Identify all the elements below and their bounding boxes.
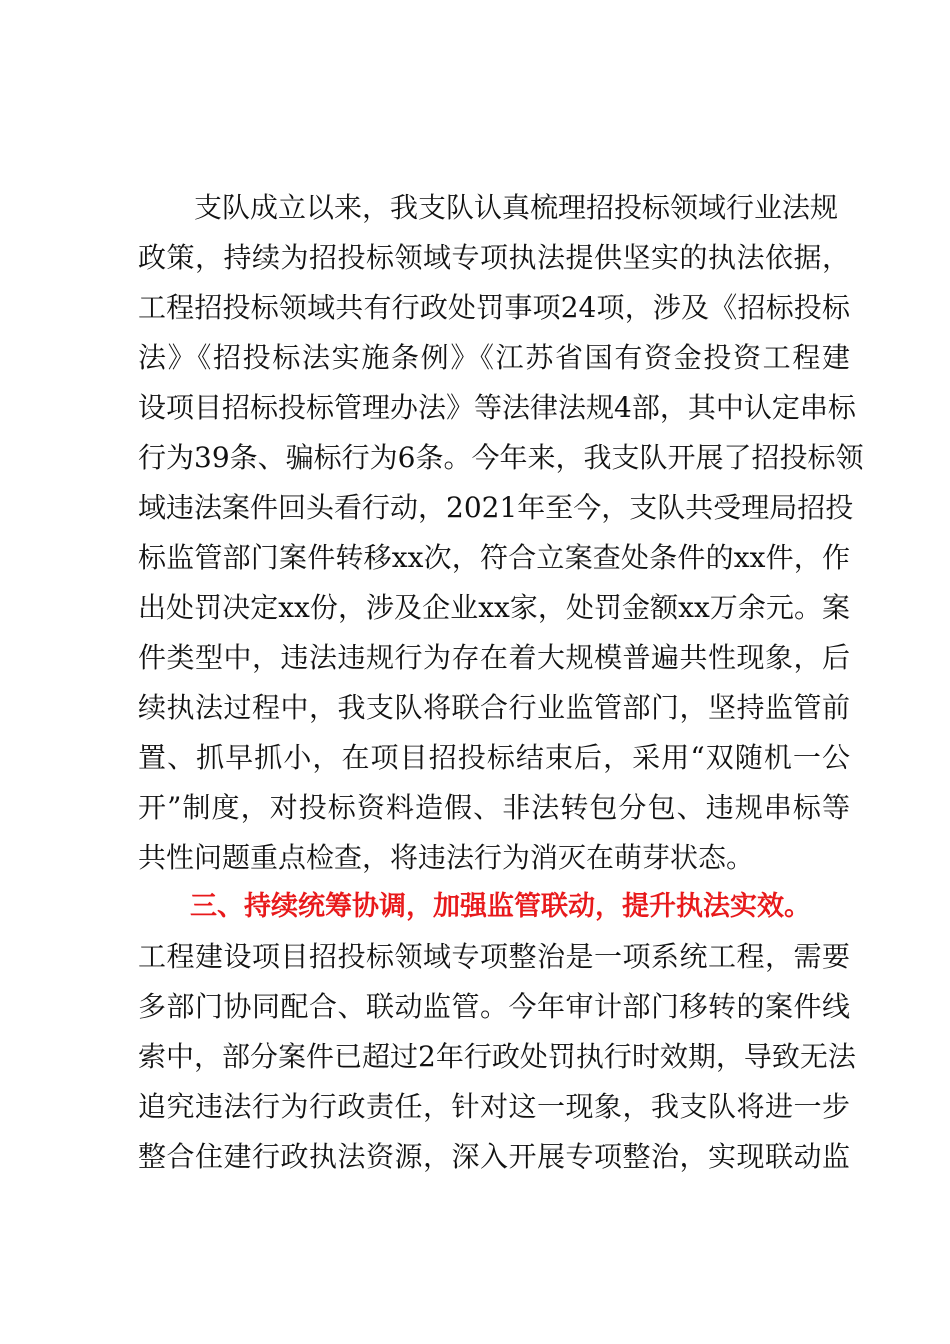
paragraph-line: 行为39条、骗标行为6条。今年来，我支队开展了招投标领 [138,441,864,474]
paragraph-line: 多部门协同配合、联动监管。今年审计部门移转的案件线 [138,990,850,1023]
paragraph-line: 工程建设项目招投标领域专项整治是一项系统工程，需要 [138,940,850,973]
paragraph-line: 共性问题重点检查，将违法行为消灭在萌芽状态。 [138,841,755,874]
paragraph-line: 出处罚决定xx份，涉及企业xx家，处罚金额xx万余元。案 [138,591,850,624]
paragraph-line: 支队成立以来，我支队认真梳理招投标领域行业法规 [194,191,839,224]
paragraph-line: 开”制度，对投标资料造假、非法转包分包、违规串标等 [138,791,850,824]
paragraph-line: 域违法案件回头看行动，2021年至今，支队共受理局招投 [138,491,854,524]
paragraph-line: 设项目招标投标管理办法》等法律法规4部，其中认定串标 [138,391,856,424]
paragraph-line: 置、抓早抓小，在项目招投标结束后，采用“双随机一公 [138,741,850,774]
paragraph-line: 工程招投标领域共有行政处罚事项24项，涉及《招标投标 [138,291,850,324]
paragraph-line: 续执法过程中，我支队将联合行业监管部门，坚持监管前 [138,691,850,724]
paragraph-line: 追究违法行为行政责任，针对这一现象，我支队将进一步 [138,1090,850,1123]
paragraph-line: 件类型中，违法违规行为存在着大规模普遍共性现象，后 [138,641,850,674]
paragraph-line: 索中，部分案件已超过2年行政处罚执行时效期，导致无法 [138,1040,856,1073]
paragraph-line: 法》《招投标法实施条例》《江苏省国有资金投资工程建 [138,341,850,374]
paragraph-line: 整合住建行政执法资源，深入开展专项整治，实现联动监 [138,1140,850,1173]
section-heading: 三、持续统筹协调，加强监管联动，提升执法实效。 [190,891,811,922]
paragraph-line: 标监管部门案件转移xx次，符合立案查处条件的xx件，作 [138,541,850,574]
paragraph-line: 政策，持续为招投标领域专项执法提供坚实的执法依据， [138,241,850,274]
